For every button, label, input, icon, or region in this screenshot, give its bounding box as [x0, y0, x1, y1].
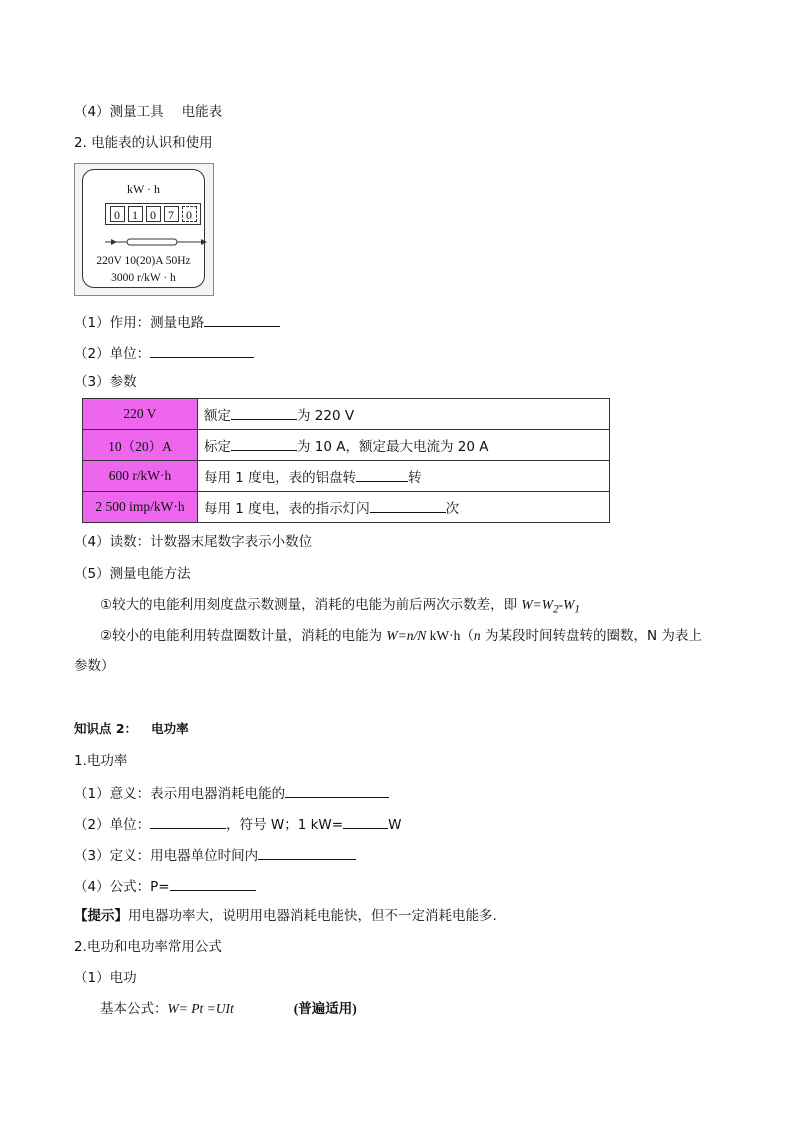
tip	[74, 907, 497, 925]
electric-meter-figure	[74, 163, 214, 296]
meter-digit: 7	[164, 206, 179, 222]
param-desc-post: 转	[408, 470, 422, 486]
param-desc	[198, 399, 610, 430]
formulas-heading: 2.电功和电功率常用公式	[74, 939, 222, 955]
power-unit-symbol: ，符号 W；1 kW=	[226, 817, 344, 833]
power-heading: 1.电功率	[74, 753, 128, 769]
power-unit-w: W	[388, 817, 402, 833]
power-definition	[74, 845, 356, 865]
param-desc	[198, 461, 610, 492]
table-row	[83, 430, 610, 461]
answer-blank	[285, 783, 389, 798]
power-formula	[74, 876, 256, 896]
param-desc-pre: 额定	[204, 408, 231, 424]
method-2-continued: 参数）	[74, 658, 115, 674]
answer-blank	[150, 814, 226, 829]
table-row	[83, 461, 610, 492]
meter-counter	[105, 203, 201, 225]
electric-work-heading: （1）电功	[74, 970, 137, 986]
item-unit	[74, 343, 254, 363]
answer-blank	[231, 405, 297, 420]
method-1-text: ①较大的电能利用刻度盘示数测量，消耗的电能为前后两次示数差，即	[100, 597, 522, 613]
meter-digit: 0	[110, 206, 125, 222]
param-desc-post: 为 10 A，额定最大电流为 20 A	[297, 439, 489, 455]
answer-blank	[204, 312, 280, 327]
tip-label: 【提示】	[74, 908, 128, 924]
meter-face	[82, 169, 205, 288]
basic-formula-note: (普遍适用)	[293, 1001, 357, 1016]
param-desc-pre: 标定	[204, 439, 231, 455]
method-2-var: n	[473, 628, 481, 643]
param-key: 600 r/kW·h	[83, 461, 198, 492]
table-row	[83, 492, 610, 523]
param-desc-pre: 每用 1 度电，表的铝盘转	[204, 470, 357, 486]
power-unit	[74, 814, 401, 834]
basic-formula-expr: W= Pt =UIt	[167, 1001, 234, 1016]
table-row	[83, 399, 610, 430]
param-desc	[198, 492, 610, 523]
method-2-text-end: 为某段时间转盘转的圈数，N 为表上	[480, 628, 702, 644]
item-reading: （4）读数：计数器末尾数字表示小数位	[74, 534, 313, 550]
param-desc-post: 为 220 V	[297, 408, 355, 424]
power-definition-text: （3）定义：用电器单位时间内	[74, 848, 259, 864]
meter-spec-voltage: 220V 10(20)A 50Hz	[96, 255, 191, 267]
basic-formula	[100, 1000, 357, 1018]
meter-digit: 0	[146, 206, 161, 222]
kp2-label: 知识点 2：	[74, 721, 138, 736]
param-key: 10（20）A	[83, 430, 198, 461]
param-desc	[198, 430, 610, 461]
method-1-formula: $W=W_2-W_1$	[521, 597, 581, 616]
method-2	[100, 627, 702, 645]
meter-digit-decimal: 0	[182, 206, 197, 222]
power-formula-text: （4）公式：P=	[74, 879, 170, 895]
kp2-title: 电功率	[151, 721, 189, 736]
item4-measuring-tool	[74, 103, 222, 121]
parameter-table	[82, 398, 610, 523]
param-key: 2 500 imp/kW·h	[83, 492, 198, 523]
item-function	[74, 312, 280, 332]
item4-label: （4）测量工具	[74, 104, 164, 120]
answer-blank	[343, 814, 388, 829]
answer-blank	[258, 845, 356, 860]
item-method: （5）测量电能方法	[74, 566, 191, 582]
method-2-unit: kW·h（	[426, 628, 474, 643]
section2-heading: 2. 电能表的认识和使用	[74, 135, 213, 151]
power-meaning	[74, 783, 389, 803]
param-desc-pre: 每用 1 度电，表的指示灯闪	[204, 501, 370, 517]
tip-text: 用电器功率大，说明用电器消耗电能快，但不一定消耗电能多.	[128, 908, 497, 924]
answer-blank	[150, 343, 254, 358]
answer-blank	[370, 498, 446, 513]
knowledge-point-2-heading	[74, 720, 189, 738]
param-key: 220 V	[83, 399, 198, 430]
item-unit-text: （2）单位：	[74, 346, 151, 362]
meter-unit-label: kW · h	[126, 182, 161, 196]
power-unit-text: （2）单位：	[74, 817, 151, 833]
basic-formula-label: 基本公式：	[100, 1001, 168, 1017]
meter-digit: 1	[128, 206, 143, 222]
meter-disc-arrow-icon	[105, 236, 215, 248]
method-1	[100, 596, 580, 619]
power-meaning-text: （1）意义：表示用电器消耗电能的	[74, 786, 286, 802]
meter-spec-revolutions: 3000 r/kW · h	[111, 272, 176, 284]
item-parameters: （3）参数	[74, 374, 137, 390]
answer-blank	[356, 467, 408, 482]
method-2-formula: W=n/N	[386, 628, 427, 643]
answer-blank	[231, 436, 297, 451]
answer-blank	[170, 876, 256, 891]
method-2-text: ②较小的电能利用转盘圈数计量，消耗的电能为	[100, 628, 387, 644]
item4-value: 电能表	[181, 104, 223, 120]
param-desc-post: 次	[445, 501, 460, 517]
item-function-text: （1）作用：测量电路	[74, 315, 205, 331]
